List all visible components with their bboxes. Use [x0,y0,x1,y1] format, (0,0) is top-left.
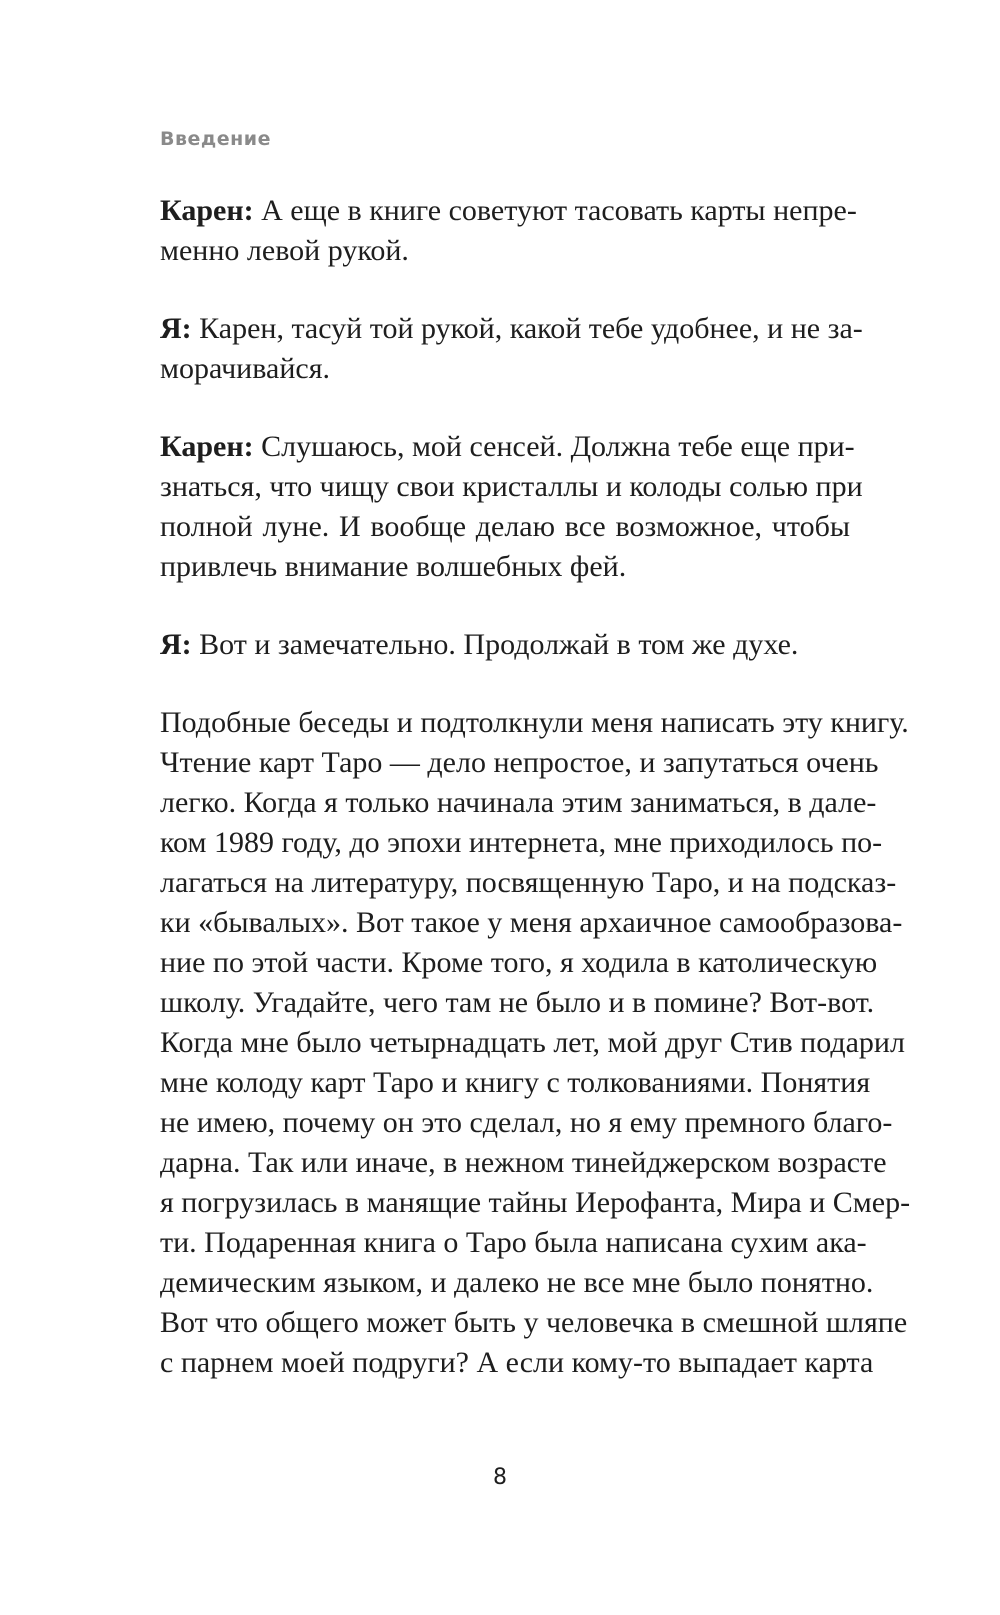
paragraph-line: Вот что общего может быть у человечка в смешной шляпе [160,1306,908,1339]
paragraph-line: легко. Когда я только начинала этим заниматься, в дале- [160,786,877,819]
speaker-label: Я: [160,312,192,345]
paragraph-line: ки «бывалых». Вот такое у меня архаичное самообразова- [160,906,903,939]
paragraph-line: мне колоду карт Таро и книгу с толкованиями. Понятия [160,1066,871,1099]
speaker-label: Карен: [160,430,254,463]
running-head: Введение [160,128,271,150]
paragraph-line: демическим языком, и далеко не все мне было понятно. [160,1266,874,1299]
paragraph-line: ком 1989 году, до эпохи интернета, мне приходилось по- [160,826,883,859]
paragraph-line: Чтение карт Таро — дело непростое, и запутаться очень [160,746,879,779]
dialogue-karen-1 [160,191,857,271]
dialogue-me-1 [160,309,863,389]
speaker-label: Карен: [160,194,254,227]
body-paragraph [160,703,911,1383]
page-number: 8 [493,1465,507,1490]
paragraph-line: дарна. Так или иначе, в нежном тинейджерском возрасте [160,1146,887,1179]
dialogue-line: менно левой рукой. [160,234,409,267]
paragraph-line: ти. Подаренная книга о Таро была написана сухим ака- [160,1226,867,1259]
paragraph-line: Когда мне было четырнадцать лет, мой друг Стив подарил [160,1026,905,1059]
dialogue-line: знаться, что чищу свои кристаллы и колоды солью при [160,470,863,503]
dialogue-line: Карен: А еще в книге советуют тасовать карты непре- [160,194,857,227]
paragraph-line: не имею, почему он это сделал, но я ему премного благо- [160,1106,893,1139]
paragraph-line: Подобные беседы и подтолкнули меня написать эту книгу. [160,706,909,739]
dialogue-line: привлечь внимание волшебных фей. [160,550,627,583]
dialogue-line: Я: Карен, тасуй той рукой, какой тебе удобнее, и не за- [160,312,863,345]
dialogue-line: Карен: Слушаюсь, мой сенсей. Должна тебе еще при- [160,430,855,463]
speaker-label: Я: [160,628,192,661]
dialogue-line: полной луне. И вообще делаю все возможное, чтобы [160,510,850,543]
dialogue-line: Я: Вот и замечательно. Продолжай в том же духе. [160,628,799,661]
dialogue-line: морачивайся. [160,352,330,385]
paragraph-line: лагаться на литературу, посвященную Таро, и на подсказ- [160,866,897,899]
paragraph-line: ние по этой части. Кроме того, я ходила в католическую [160,946,878,979]
dialogue-me-2 [160,625,850,665]
dialogue-karen-2 [160,427,863,587]
paragraph-line: я погрузилась в манящие тайны Иерофанта, Мира и Смер- [160,1186,911,1219]
paragraph-line: с парнем моей подруги? А если кому-то выпадает карта [160,1346,874,1379]
paragraph-line: школу. Угадайте, чего там не было и в помине? Вот-вот. [160,986,875,1019]
